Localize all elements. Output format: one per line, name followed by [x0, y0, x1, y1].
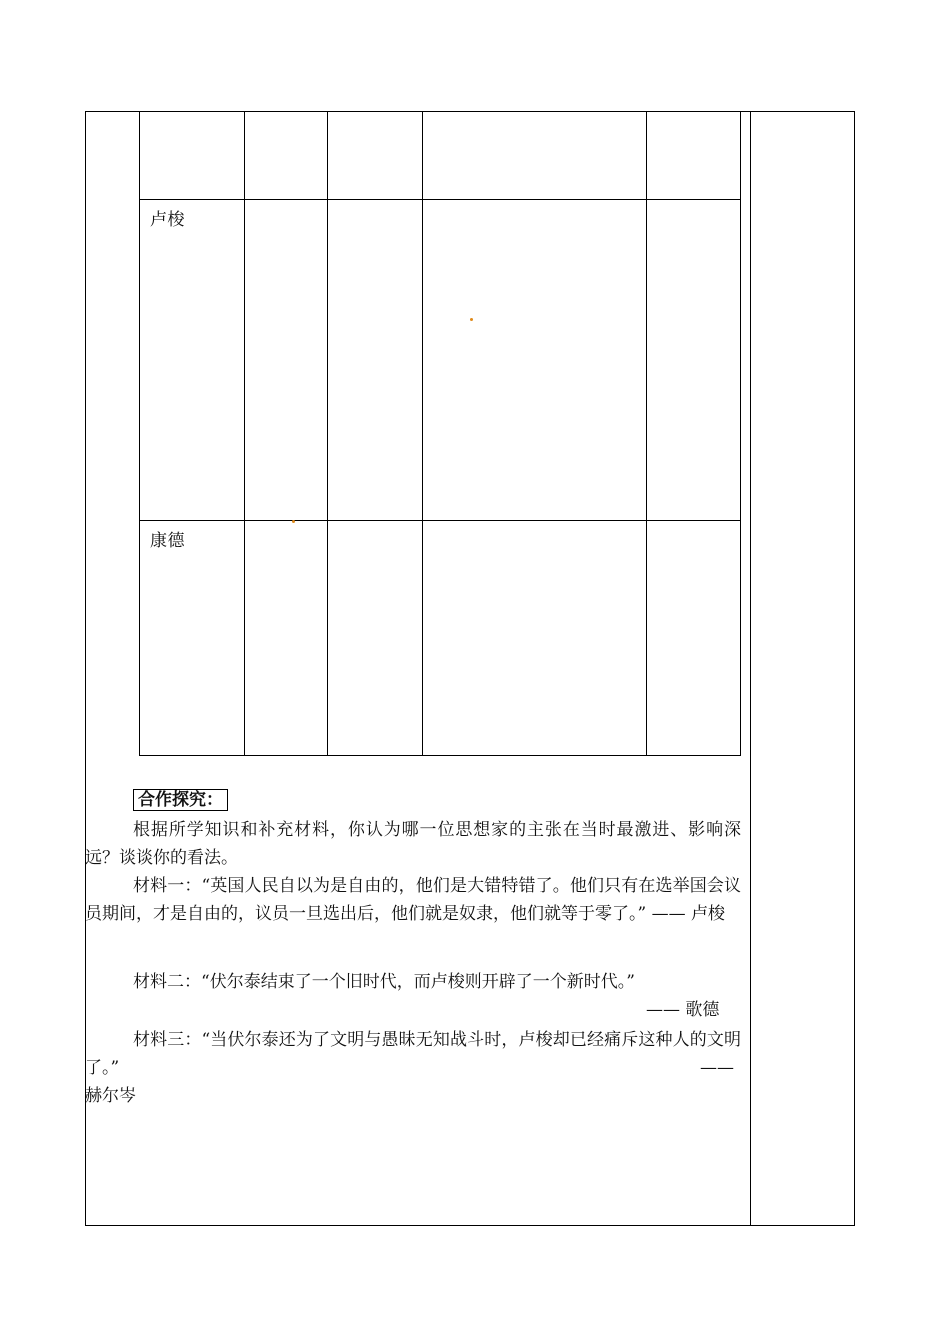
row-label-kant: 康德 — [150, 531, 185, 551]
material-three-source: 赫尔岑 — [85, 1086, 136, 1106]
table-row-divider — [139, 520, 741, 521]
stray-mark — [470, 318, 473, 321]
table-column-divider — [327, 111, 328, 756]
thinkers-table — [139, 111, 741, 756]
table-column-divider — [646, 111, 647, 756]
side-column-divider — [750, 111, 751, 1226]
table-column-divider — [244, 111, 245, 756]
table-row-divider — [139, 199, 741, 200]
section-title: 合作探究： — [133, 789, 228, 811]
material-two: 材料二：“伏尔泰结束了一个旧时代，而卢梭则开辟了一个新时代。” — [133, 972, 635, 992]
material-three-dash: —— — [700, 1058, 734, 1078]
table-column-divider — [422, 111, 423, 756]
material-three: 材料三：“当伏尔泰还为了文明与愚昧无知战斗时，卢梭却已经痛斥这种人的文明了。” — [85, 1030, 741, 1078]
material-one: 材料一：“英国人民自以为是自由的，他们是大错特错了。他们只有在选举国会议员期间，才是自由的，议员一旦选出后，他们就是奴隶，他们就等于零了。” —— 卢梭 — [85, 876, 741, 924]
stray-mark — [292, 520, 295, 523]
intro-question: 根据所学知识和补充材料，你认为哪一位思想家的主张在当时最激进、影响深远？谈谈你的看法。 — [85, 820, 741, 868]
row-label-rousseau: 卢梭 — [150, 210, 185, 230]
material-two-source: —— 歌德 — [646, 1000, 720, 1020]
